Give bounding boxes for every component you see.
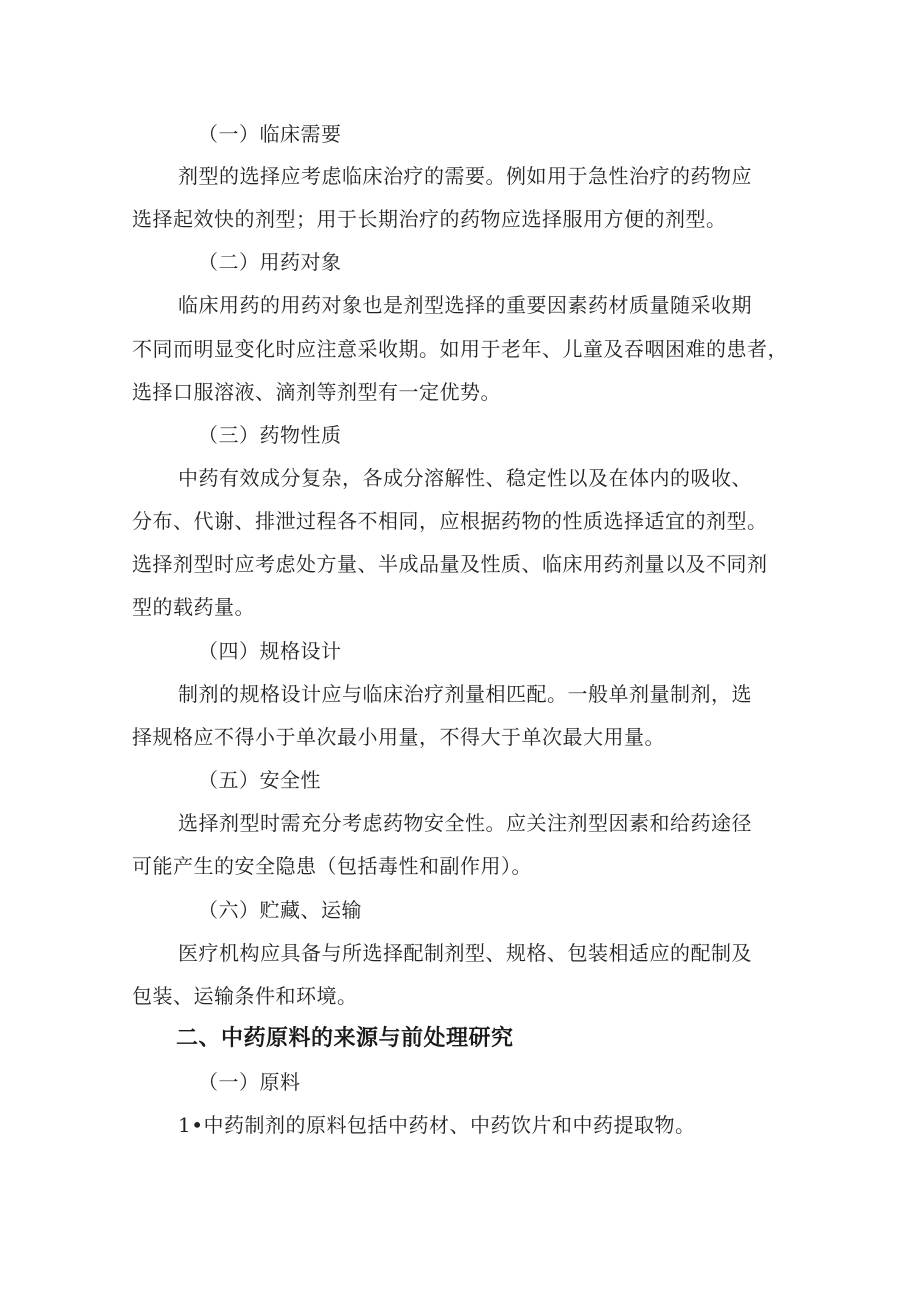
section-2-line-1: 临床用药的用药对象也是剂型选择的重要因素药材质量随采收期: [178, 293, 752, 317]
chapter-2-heading: 二、中药原料的来源与前处理研究: [176, 1026, 514, 1051]
section-2-title: （二）用药对象: [198, 250, 342, 274]
section-2-line-3: 选择口服溶液、滴剂等剂型有一定优势。: [132, 380, 501, 404]
section-4-title: （四）规格设计: [198, 639, 342, 663]
section-2-line-2: 不同而明显变化时应注意采收期。如用于老年、儿童及吞咽困难的患者，: [132, 337, 788, 361]
section-4-line-2: 择规格应不得小于单次最小用量，不得大于单次最大用量。: [132, 725, 665, 749]
section-3-line-3: 选择剂型时应考虑处方量、半成品量及性质、临床用药剂量以及不同剂: [132, 552, 768, 576]
chapter-2-sub-1-line-1: 1•中药制剂的原料包括中药材、中药饮片和中药提取物。: [178, 1113, 696, 1137]
section-1-line-1: 剂型的选择应考虑临床治疗的需要。例如用于急性治疗的药物应: [178, 164, 752, 188]
section-5-line-2: 可能产生的安全隐患（包括毒性和副作用）。: [132, 854, 532, 878]
section-3-title: （三）药物性质: [198, 423, 342, 447]
section-5-line-1: 选择剂型时需充分考虑药物安全性。应关注剂型因素和给药途径: [178, 811, 752, 835]
section-3-line-1: 中药有效成分复杂，各成分溶解性、稳定性以及在体内的吸收、: [178, 466, 752, 490]
section-5-title: （五）安全性: [198, 768, 321, 792]
section-3-line-4: 型的载药量。: [132, 595, 255, 619]
chapter-2-sub-1-title: （一）原料: [198, 1070, 301, 1094]
section-4-line-1: 制剂的规格设计应与临床治疗剂量相匹配。一般单剂量制剂，选: [178, 682, 752, 706]
section-6-title: （六）贮藏、运输: [198, 898, 362, 922]
section-1-line-2: 选择起效快的剂型；用于长期治疗的药物应选择服用方便的剂型。: [132, 207, 727, 231]
section-6-line-1: 医疗机构应具备与所选择配制剂型、规格、包装相适应的配制及: [178, 941, 752, 965]
section-6-line-2: 包装、运输条件和环境。: [132, 984, 358, 1008]
section-1-title: （一）临床需要: [198, 122, 342, 146]
section-3-line-2: 分布、代谢、排泄过程各不相同，应根据药物的性质选择适宜的剂型。: [132, 509, 768, 533]
